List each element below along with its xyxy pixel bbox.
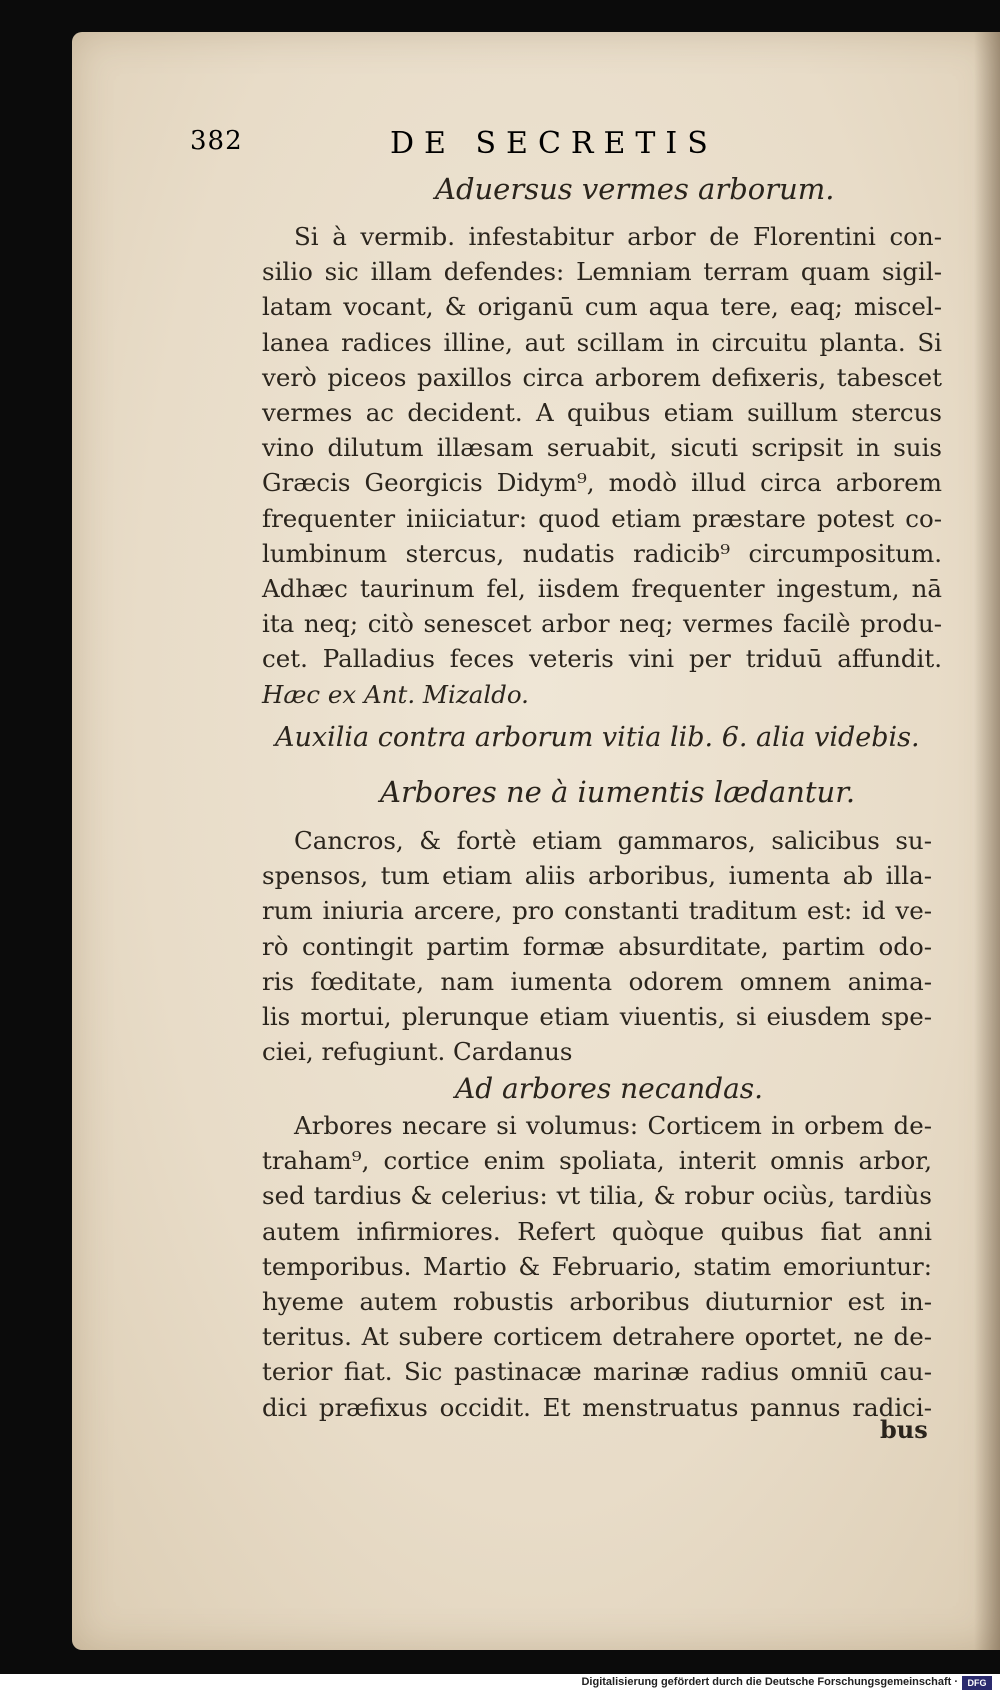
section-heading-vermes: Aduersus vermes arborum.	[435, 172, 835, 206]
text-line: hyeme autem robustis arboribus diuturnior est in-	[262, 1287, 932, 1317]
text-line: vino dilutum illæsam seruabit, sicuti scripsit in suis	[262, 433, 942, 463]
text-line: ita neq; citò senescet arbor neq; vermes facilè produ-	[262, 609, 942, 639]
text-line: sed tardius & celerius: vt tilia, & robur ociùs, tardiùs	[262, 1181, 932, 1211]
running-title: DE SECRETIS	[390, 126, 718, 161]
text-line: rò contingit partim formæ absurditate, partim odo-	[262, 931, 932, 961]
text-line: ris fœditate, nam iumenta odorem omnem anima-	[262, 966, 932, 996]
text-line: traham⁹, cortice enim spoliata, interit omnis arbor,	[262, 1146, 932, 1176]
paragraph-necandas	[262, 1108, 932, 1425]
text-line: Si à vermib. infestabitur arbor de Florentini con-	[294, 222, 942, 251]
text-line: dici præfixus occidit. Et menstruatus pannus radici-	[262, 1392, 932, 1422]
section-heading-necandas: Ad arbores necandas.	[455, 1072, 764, 1105]
text-line: lis mortui, plerunque etiam viuentis, si eiusdem spe-	[262, 1002, 932, 1032]
text-line: Arbores necare si volumus: Corticem in orbem de-	[294, 1111, 932, 1140]
text-line: lanea radices illine, aut scillam in circuitu planta. Si	[262, 327, 942, 357]
dfg-logo-icon: DFG	[962, 1676, 992, 1690]
page-header	[190, 126, 780, 166]
text-line: lumbinum stercus, nudatis radicib⁹ circumpositum.	[262, 538, 942, 568]
section-heading-iumentis: Arbores ne à iumentis lædantur.	[380, 775, 856, 809]
text-line: rum iniuria arcere, pro constanti traditum est: id ve-	[262, 896, 932, 926]
text-line: cet. Palladius feces veteris vini per triduū affundit.	[262, 644, 942, 674]
text-line: Cancros, & fortè etiam gammaros, salicibus su-	[294, 826, 932, 855]
footer-bar	[0, 1674, 1000, 1693]
text-line: teritus. At subere corticem detrahere oportet, ne de-	[262, 1322, 932, 1352]
text-line: spensos, tum etiam aliis arboribus, iumenta ab illa-	[262, 861, 932, 891]
digitization-credit: Digitalisierung gefördert durch die Deutsche Forschungsgemeinschaft ·	[581, 1676, 958, 1688]
page-number: 382	[190, 126, 243, 156]
text-line: Græcis Georgicis Didym⁹, modò illud circa arborem	[262, 468, 942, 498]
text-line: silio sic illam defendes: Lemniam terram quam sigil-	[262, 257, 942, 287]
text-line: terior fiat. Sic pastinacæ marinæ radius omniū cau-	[262, 1357, 932, 1387]
text-line: temporibus. Martio & Februario, statim emoriuntur:	[262, 1251, 932, 1281]
text-line: frequenter iniiciatur: quod etiam præstare potest co-	[262, 503, 942, 533]
text-line: latam vocant, & origanū cum aqua tere, eaq; miscel-	[262, 292, 942, 322]
paragraph-iumentis	[262, 823, 932, 1069]
text-line: Adhæc taurinum fel, iisdem frequenter ingestum, nā	[262, 574, 942, 604]
text-line: Hæc ex Ant. Mizaldo.	[262, 679, 529, 709]
paragraph-vermes	[262, 219, 942, 712]
catchword: bus	[880, 1415, 928, 1444]
page-spine-shadow	[974, 32, 1000, 1650]
text-line: ciei, refugiunt. Cardanus	[262, 1037, 573, 1067]
section-heading-auxilia: Auxilia contra arborum vitia lib. 6. alia videbis.	[275, 722, 920, 753]
text-line: verò piceos paxillos circa arborem defixeris, tabescet	[262, 362, 942, 392]
text-line: autem infirmiores. Refert quòque quibus fiat anni	[262, 1216, 932, 1246]
text-line: vermes ac decident. A quibus etiam suillum stercus	[262, 398, 942, 428]
